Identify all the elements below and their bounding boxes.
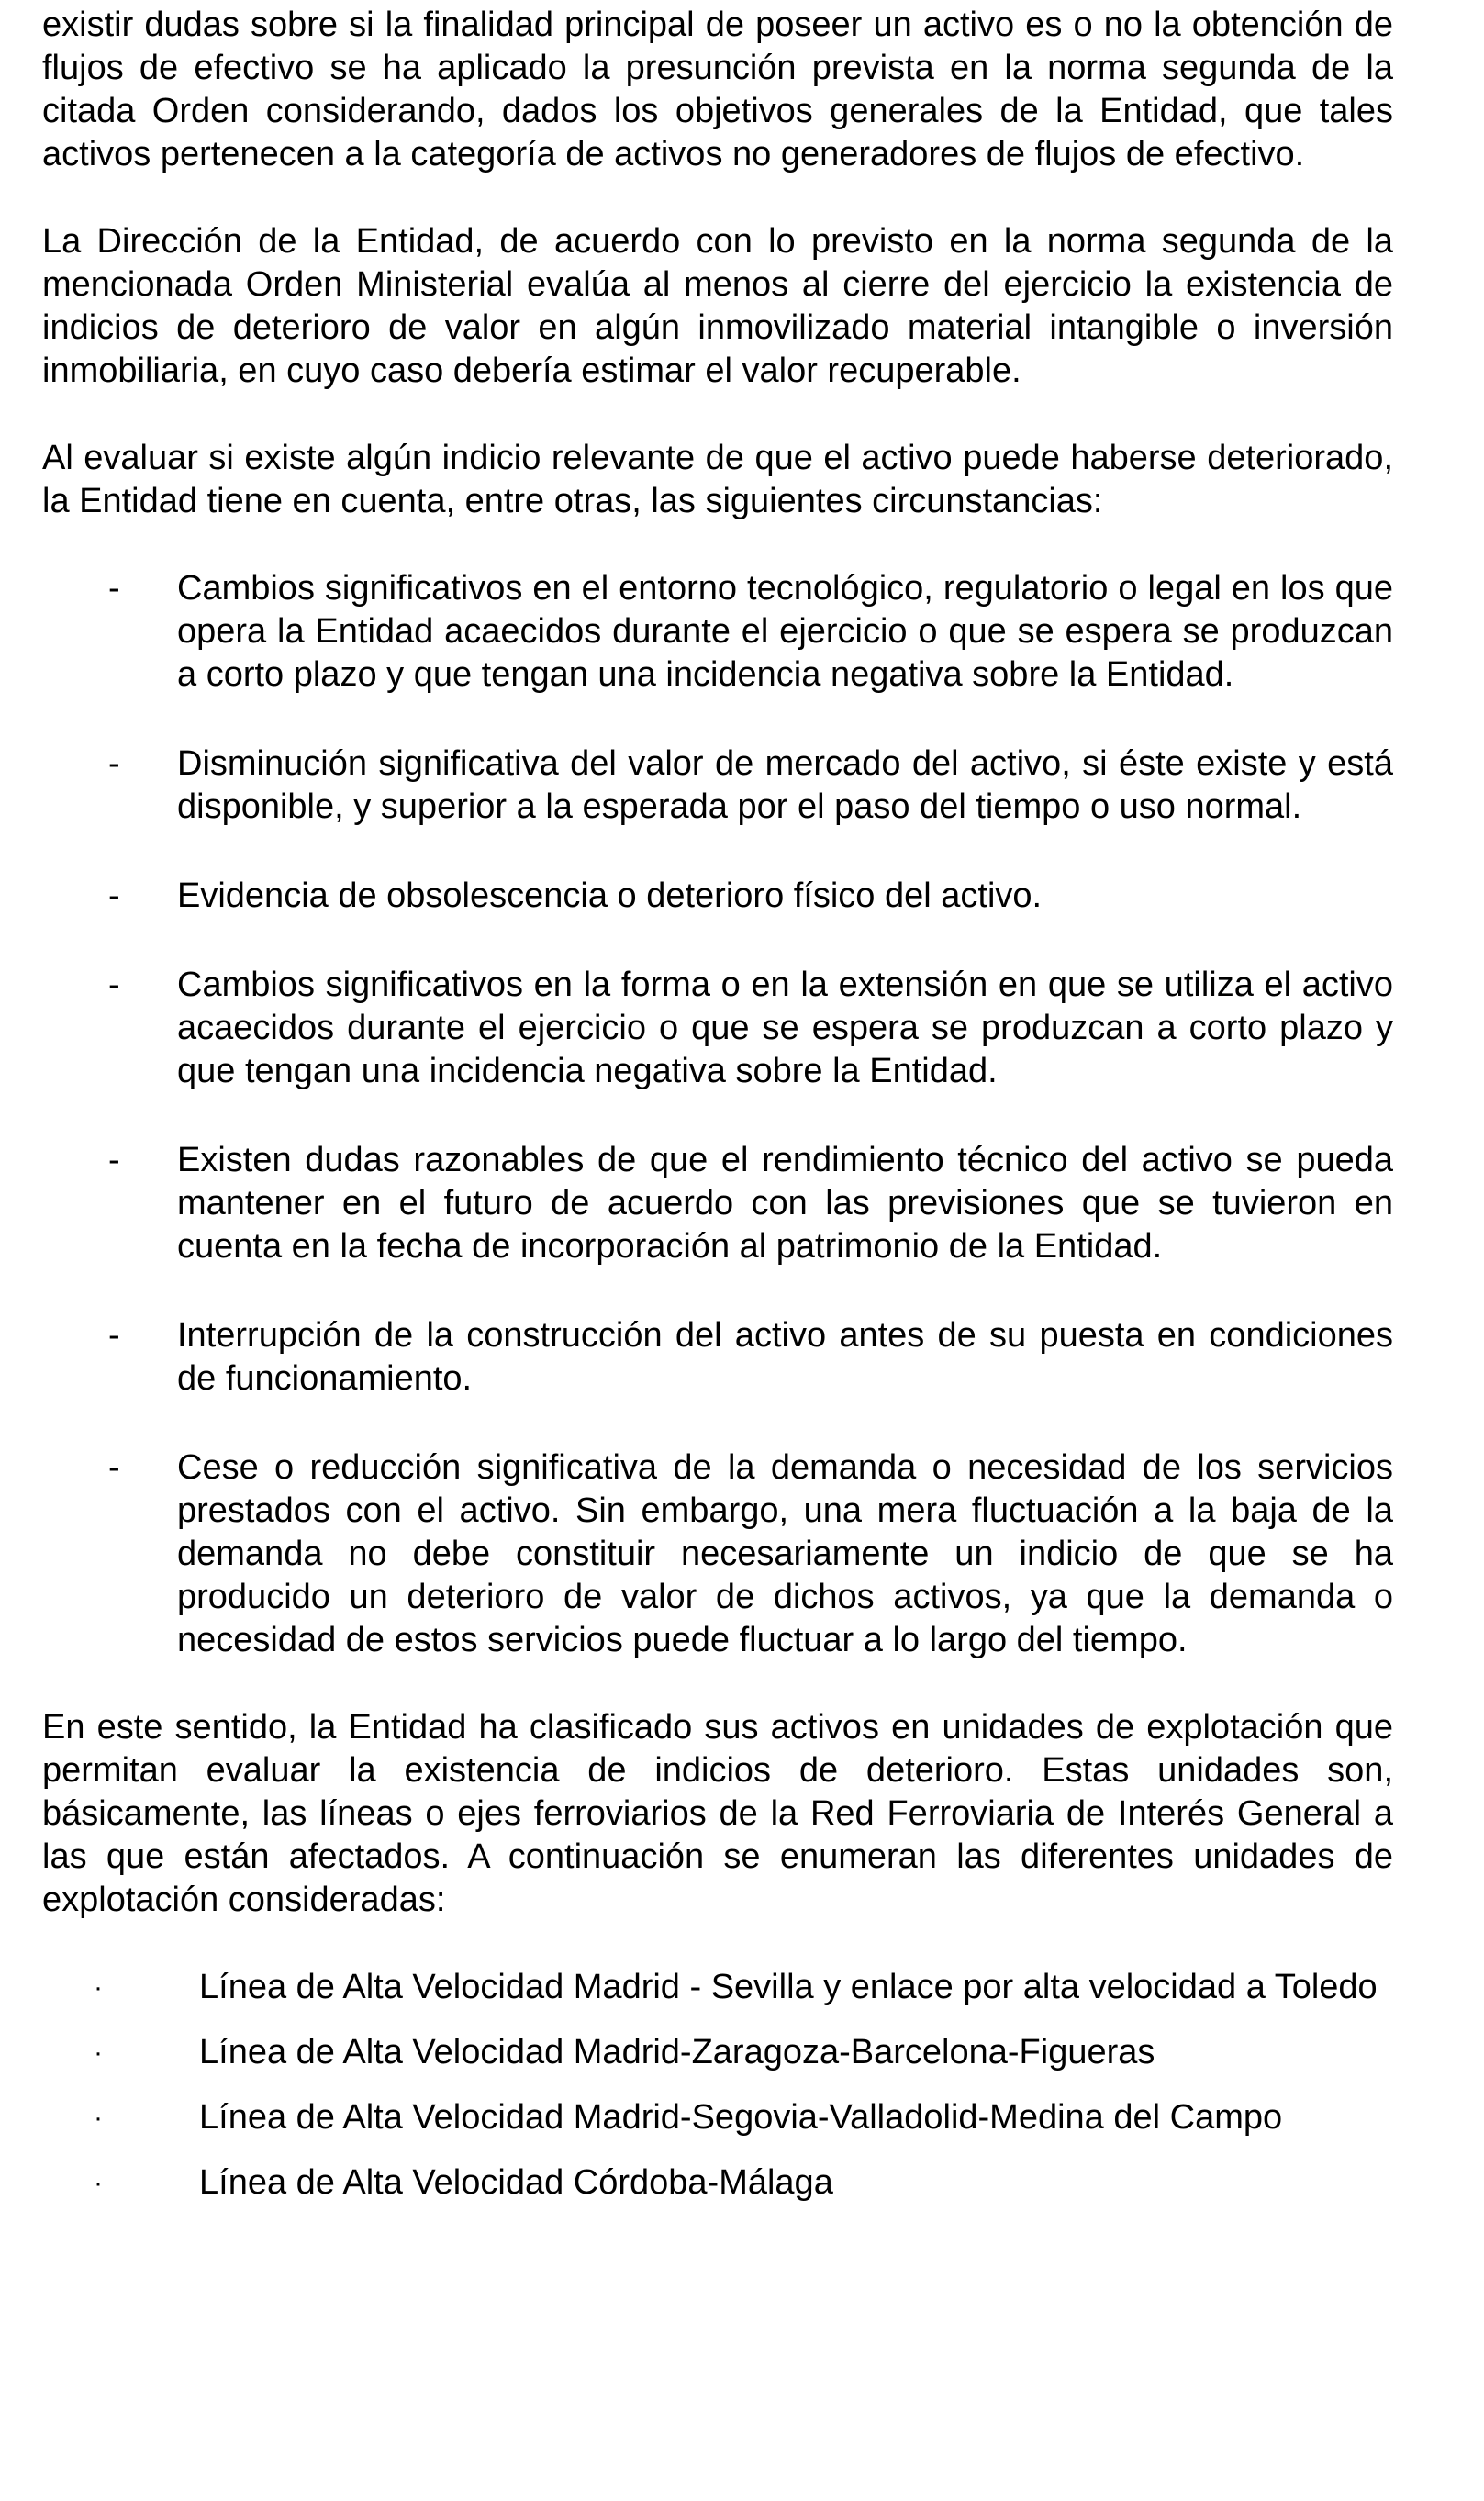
list-item-text: Cambios significativos en la forma o en la extensión en que se utiliza el activo acaecidos durante el ejercicio o que se espera se produzcan a corto plazo y que tengan una incidencia negativa sobre la Entidad. bbox=[177, 966, 1393, 1090]
list-item bbox=[42, 1966, 1393, 2009]
circumstances-list bbox=[42, 567, 1393, 1662]
list-item-text: Línea de Alta Velocidad Madrid-Zaragoza-Barcelona-Figueras bbox=[199, 2033, 1155, 2071]
list-item bbox=[42, 2031, 1393, 2074]
list-item bbox=[42, 2161, 1393, 2205]
list-item bbox=[42, 1446, 1393, 1662]
dash-marker: - bbox=[108, 569, 120, 608]
exploitation-units-list bbox=[42, 1966, 1393, 2205]
dash-marker: - bbox=[108, 744, 120, 783]
bullet-marker: · bbox=[94, 2168, 103, 2198]
list-item bbox=[42, 1314, 1393, 1401]
list-item bbox=[42, 742, 1393, 829]
bullet-marker: · bbox=[94, 1972, 103, 2003]
list-item-text: Línea de Alta Velocidad Córdoba-Málaga bbox=[199, 2163, 833, 2202]
list-item-text: Cambios significativos en el entorno tecnológico, regulatorio o legal en los que opera la Entidad acaecidos durante el ejercicio o que se espera se produzcan a corto plazo y que tengan una incidencia negativa sobre la Entidad. bbox=[177, 569, 1393, 694]
bullet-marker: · bbox=[94, 2038, 103, 2068]
list-item bbox=[42, 964, 1393, 1093]
list-item bbox=[42, 875, 1393, 918]
list-item bbox=[42, 567, 1393, 697]
list-item-text: Interrupción de la construcción del activo antes de su puesta en condiciones de funcionamiento. bbox=[177, 1316, 1393, 1398]
dash-marker: - bbox=[108, 876, 120, 915]
paragraph-impairment-assessment: La Dirección de la Entidad, de acuerdo con lo previsto en la norma segunda de la mencionada Orden Ministerial evalúa al menos al cierre del ejercicio la existencia de indicios de deterioro de valor en algún inmovilizado material intangible o inversión inmobiliaria, en cuyo caso debería estimar el valor recuperable. bbox=[42, 222, 1393, 390]
paragraph-exploitation-units: En este sentido, la Entidad ha clasificado sus activos en unidades de explotación que permitan evaluar la existencia de indicios de deterioro. Estas unidades son, básicamente, las líneas o ejes ferroviarios de la Red Ferroviaria de Interés General a las que están afectados. A continuación se enumeran las diferentes unidades de explotación consideradas: bbox=[42, 1708, 1393, 1919]
list-item bbox=[42, 2096, 1393, 2139]
dash-marker: - bbox=[108, 1316, 120, 1355]
list-item-text: Evidencia de obsolescencia o deterioro físico del activo. bbox=[177, 876, 1043, 915]
dash-marker: - bbox=[108, 966, 120, 1004]
list-item-text: Disminución significativa del valor de mercado del activo, si éste existe y está disponible, y superior a la esperada por el paso del tiempo o uso normal. bbox=[177, 744, 1393, 826]
paragraph-circumstances-intro: Al evaluar si existe algún indicio relevante de que el activo puede haberse deteriorado, la Entidad tiene en cuenta, entre otras, las siguientes circunstancias: bbox=[42, 439, 1393, 520]
paragraph-cash-flow-presumption: existir dudas sobre si la finalidad principal de poseer un activo es o no la obtención de flujos de efectivo se ha aplicado la presunción prevista en la norma segunda de la citada Orden considerando, dados los objetivos generales de la Entidad, que tales activos pertenecen a la categoría de activos no generadores de flujos de efectivo. bbox=[42, 6, 1393, 173]
list-item bbox=[42, 1139, 1393, 1268]
list-item-text: Línea de Alta Velocidad Madrid - Sevilla y enlace por alta velocidad a Toledo bbox=[199, 1968, 1378, 2006]
list-item-text: Existen dudas razonables de que el rendimiento técnico del activo se pueda mantener en el futuro de acuerdo con las previsiones que se tuvieron en cuenta en la fecha de incorporación al patrimonio de la Entidad. bbox=[177, 1141, 1393, 1266]
dash-marker: - bbox=[108, 1141, 120, 1179]
list-item-text: Cese o reducción significativa de la demanda o necesidad de los servicios prestados con el activo. Sin embargo, una mera fluctuación a la baja de la demanda no debe constituir necesariamente un indicio de que se ha producido un deterioro de valor de dichos activos, ya que la demanda o necesidad de estos servicios puede fluctuar a lo largo del tiempo. bbox=[177, 1448, 1393, 1659]
dash-marker: - bbox=[108, 1448, 120, 1487]
bullet-marker: · bbox=[94, 2103, 103, 2133]
list-item-text: Línea de Alta Velocidad Madrid-Segovia-Valladolid-Medina del Campo bbox=[199, 2098, 1283, 2137]
